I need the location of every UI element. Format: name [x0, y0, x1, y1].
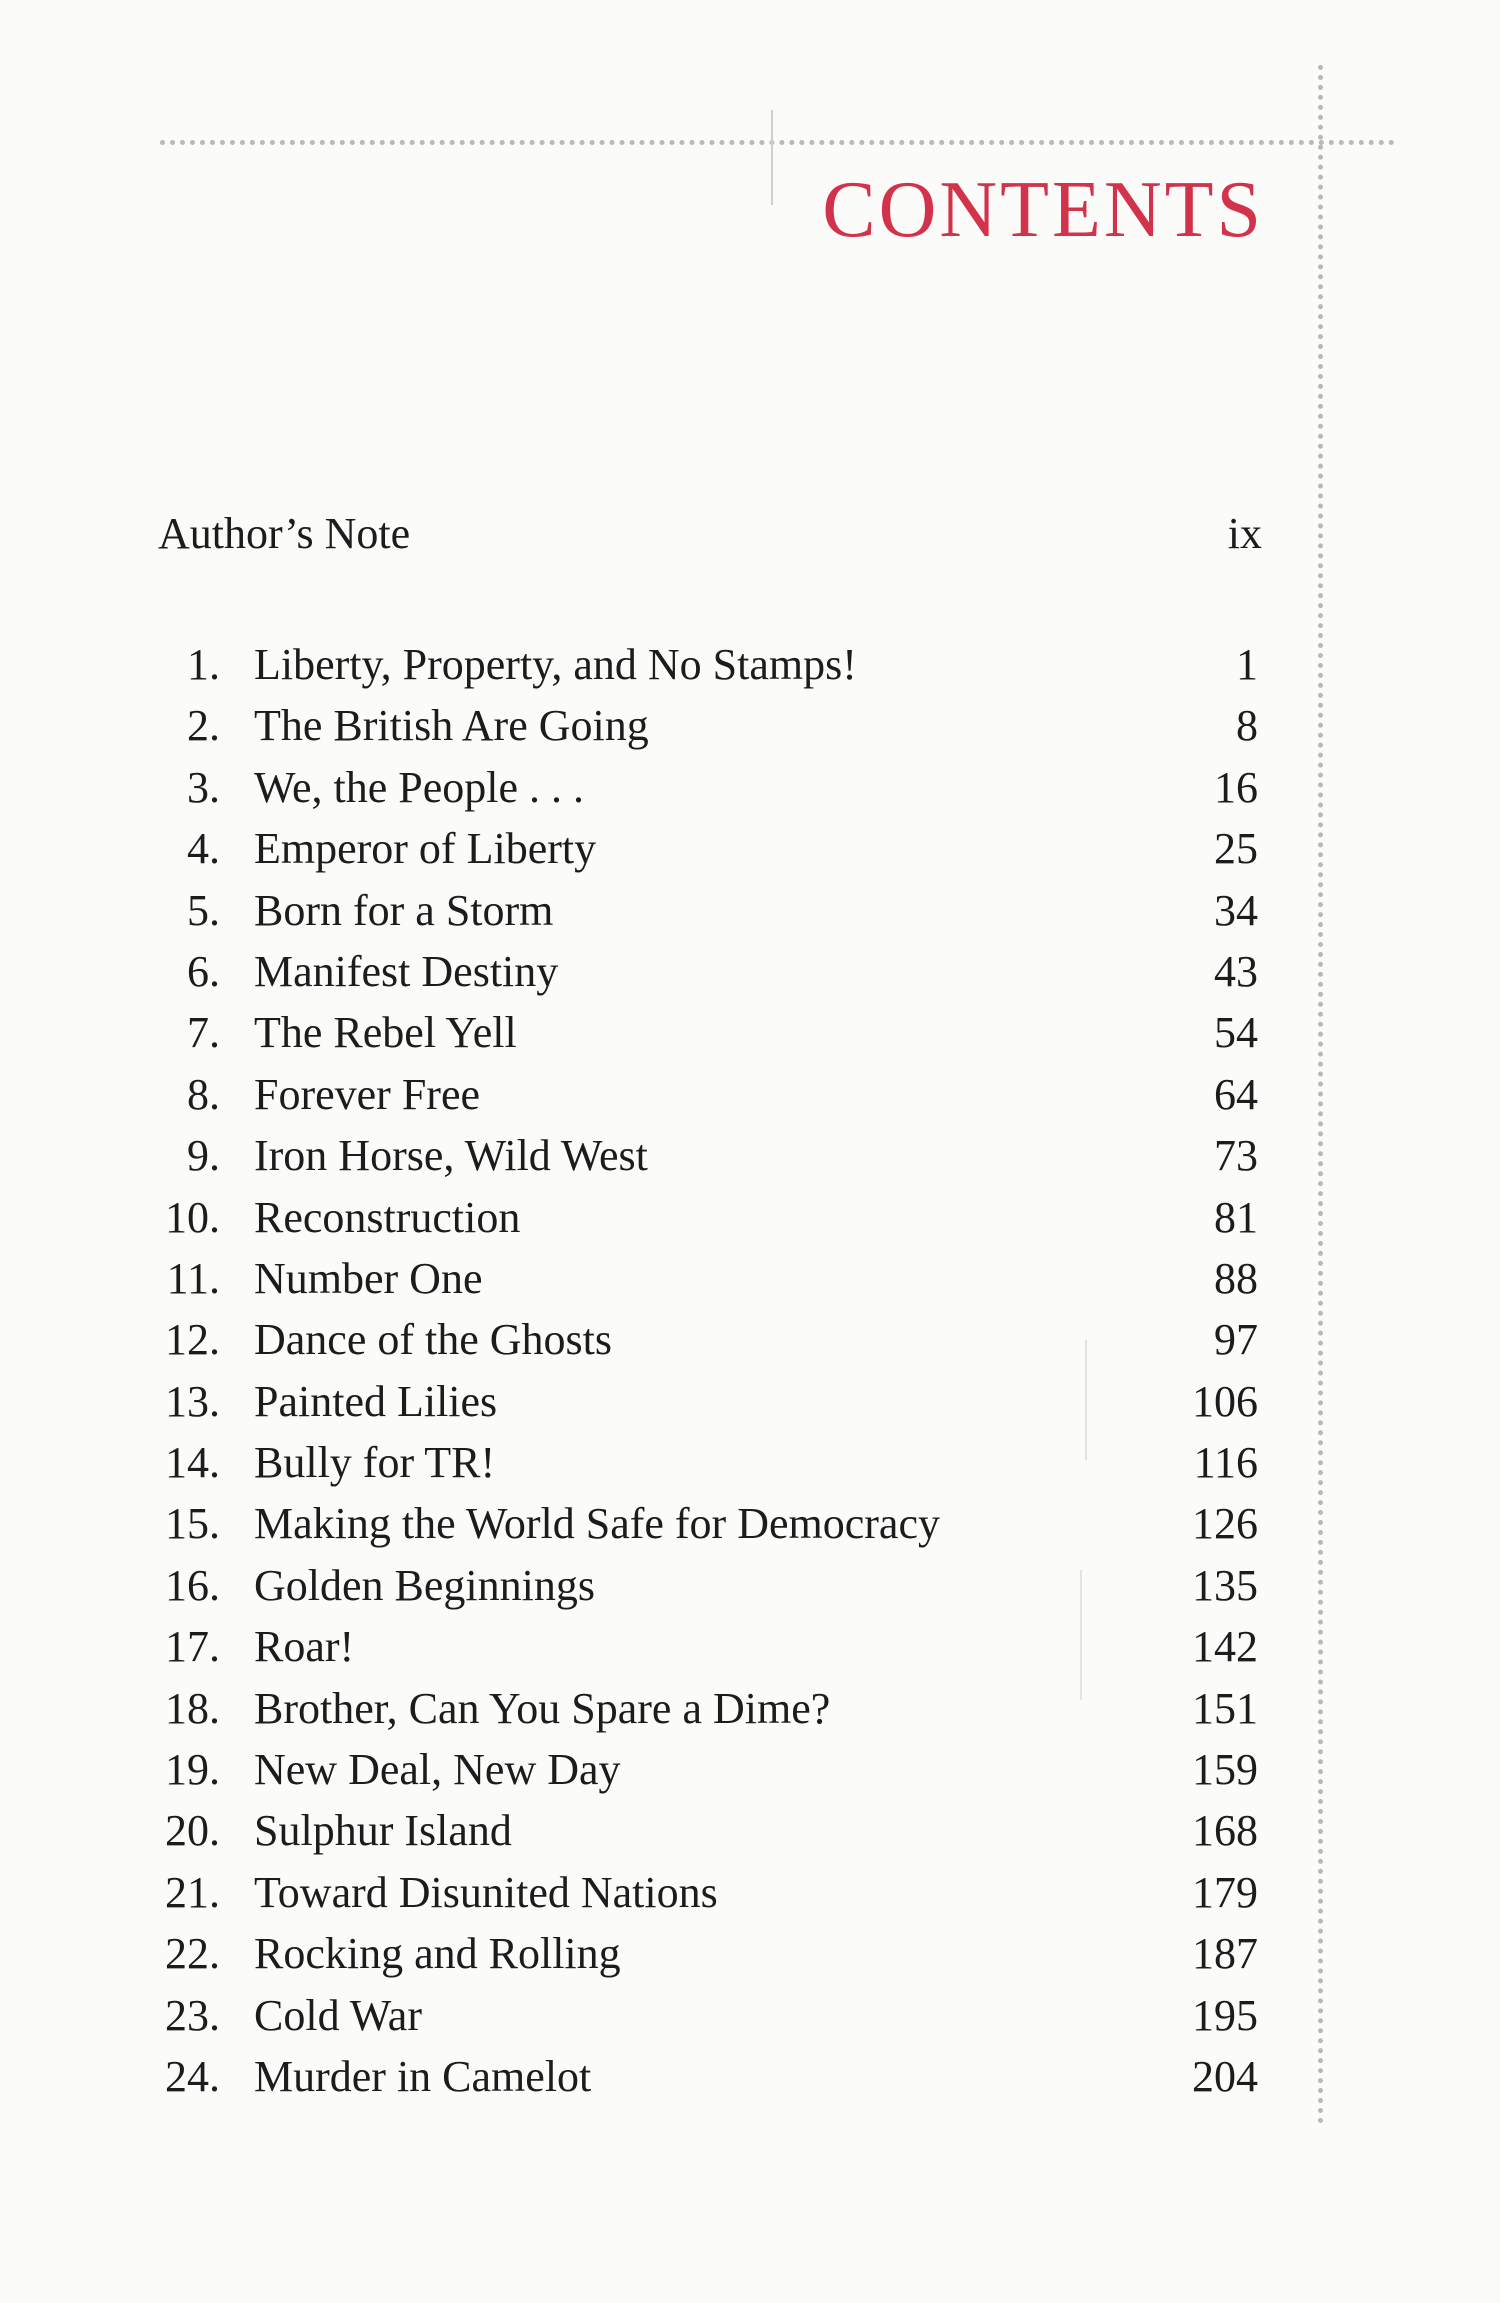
toc-chapter-number: 19. [165, 1745, 220, 1795]
toc-page-number: ix [1227, 509, 1262, 558]
toc-entry[interactable] [150, 1800, 1258, 1861]
dotted-right-border [1318, 65, 1323, 2125]
toc-entry[interactable] [150, 1985, 1258, 2046]
toc-entry-title: Toward Disunited Nations [254, 1867, 718, 1917]
toc-entry-title: Manifest Destiny [254, 946, 559, 996]
toc-chapter-number: 14. [165, 1438, 220, 1488]
toc-page-number: 43 [1214, 946, 1258, 996]
toc-chapter-number: 21. [165, 1867, 220, 1917]
toc-chapter-number: 4. [187, 824, 220, 874]
toc-chapter-number: 2. [187, 701, 220, 751]
toc-page-number: 16 [1214, 762, 1258, 812]
toc-chapter-number: 15. [165, 1499, 220, 1549]
toc-page-number: 8 [1236, 701, 1258, 751]
toc-page-number: 97 [1214, 1315, 1258, 1365]
toc-entry-title: Roar! [254, 1622, 355, 1672]
toc-entry-title: Rocking and Rolling [254, 1929, 621, 1979]
toc-page-number: 73 [1214, 1131, 1258, 1181]
toc-chapter-number: 10. [165, 1192, 220, 1242]
toc-entry-title: Emperor of Liberty [254, 824, 597, 874]
toc-entry[interactable] [150, 818, 1258, 879]
toc-page-number: 151 [1192, 1683, 1258, 1733]
toc-page-number: 195 [1192, 1990, 1258, 2040]
toc-chapter-number: 22. [165, 1929, 220, 1979]
toc-page-number: 204 [1192, 2051, 1258, 2101]
toc-chapter-number: 12. [165, 1315, 220, 1365]
toc-entry[interactable] [150, 1064, 1258, 1125]
toc-entry-title: New Deal, New Day [254, 1745, 621, 1795]
toc-page-number: 25 [1214, 824, 1258, 874]
toc-chapter-number: 17. [165, 1622, 220, 1672]
toc-page-number: 81 [1214, 1192, 1258, 1242]
toc-entry-title: The Rebel Yell [254, 1008, 517, 1058]
toc-authors-note[interactable] [158, 508, 1262, 568]
toc-page-number: 34 [1214, 885, 1258, 935]
toc-chapter-number: 11. [166, 1253, 220, 1303]
toc-entry[interactable] [150, 1309, 1258, 1370]
toc-entry-title: Reconstruction [254, 1192, 521, 1242]
toc-chapter-number: 3. [187, 762, 220, 812]
toc-entry-title: Sulphur Island [254, 1806, 512, 1856]
toc-entry[interactable] [150, 634, 1258, 695]
scan-mark [771, 110, 773, 205]
toc-entry-title: Forever Free [254, 1069, 481, 1119]
toc-entry[interactable] [150, 1923, 1258, 1984]
toc-entry[interactable] [150, 1125, 1258, 1186]
toc-chapter-number: 7. [187, 1008, 220, 1058]
toc-page-number: 1 [1236, 640, 1258, 689]
toc-chapter-number: 23. [165, 1990, 220, 2040]
toc-entry[interactable] [150, 1371, 1258, 1432]
toc-page-number: 135 [1192, 1560, 1258, 1610]
toc-entry-title: Painted Lilies [254, 1376, 498, 1426]
toc-entry-title: Iron Horse, Wild West [254, 1131, 648, 1181]
toc-entry[interactable] [150, 2046, 1258, 2107]
toc-entry[interactable] [150, 1493, 1258, 1554]
toc-chapter-number: 9. [187, 1131, 220, 1181]
toc-page-number: 159 [1192, 1745, 1258, 1795]
toc-chapter-number: 18. [165, 1683, 220, 1733]
toc-page-number: 88 [1214, 1253, 1258, 1303]
toc-chapter-number: 8. [187, 1069, 220, 1119]
toc-entry[interactable] [150, 1432, 1258, 1493]
toc-page-number: 126 [1192, 1499, 1258, 1549]
dotted-top-border [160, 140, 1395, 145]
toc-entry-title: Liberty, Property, and No Stamps! [254, 640, 857, 689]
toc-entry[interactable] [150, 1862, 1258, 1923]
toc-entry-title: Number One [254, 1253, 483, 1303]
toc-chapter-number: 20. [165, 1806, 220, 1856]
toc-chapter-number: 5. [187, 885, 220, 935]
toc-chapter-number: 16. [165, 1560, 220, 1610]
toc-entry-title: Cold War [254, 1990, 422, 2040]
toc-entry[interactable] [150, 1739, 1258, 1800]
toc-page-number: 116 [1193, 1438, 1258, 1488]
toc-entry-title: Bully for TR! [254, 1438, 496, 1488]
toc-entry[interactable] [150, 1555, 1258, 1616]
toc-entry[interactable] [150, 695, 1258, 756]
toc-entry-title: Golden Beginnings [254, 1560, 595, 1610]
toc-chapter-number: 13. [165, 1376, 220, 1426]
toc-entry[interactable] [150, 880, 1258, 941]
table-of-contents [150, 634, 1258, 2107]
toc-entry-title: Murder in Camelot [254, 2051, 592, 2101]
toc-chapter-number: 24. [165, 2051, 220, 2101]
toc-entry-title: Author’s Note [158, 509, 411, 558]
toc-entry[interactable] [150, 1678, 1258, 1739]
page-title: CONTENTS [822, 166, 1264, 254]
toc-page-number: 64 [1214, 1069, 1258, 1119]
toc-page-number: 106 [1192, 1376, 1258, 1426]
toc-entry[interactable] [150, 941, 1258, 1002]
toc-entry[interactable] [150, 1187, 1258, 1248]
toc-entry-title: We, the People . . . [254, 762, 585, 812]
toc-chapter-number: 6. [187, 946, 220, 996]
toc-entry[interactable] [150, 1616, 1258, 1677]
toc-entry[interactable] [150, 1002, 1258, 1063]
toc-entry[interactable] [150, 757, 1258, 818]
toc-entry-title: The British Are Going [254, 701, 649, 751]
toc-page-number: 168 [1192, 1806, 1258, 1856]
toc-entry-title: Dance of the Ghosts [254, 1315, 613, 1365]
toc-chapter-number: 1. [187, 640, 220, 689]
toc-page-number: 142 [1192, 1622, 1258, 1672]
toc-entry-title: Making the World Safe for Democracy [254, 1499, 940, 1549]
toc-entry-title: Born for a Storm [254, 885, 554, 935]
toc-page-number: 187 [1192, 1929, 1258, 1979]
toc-entry-title: Brother, Can You Spare a Dime? [254, 1683, 831, 1733]
toc-page-number: 54 [1214, 1008, 1258, 1058]
toc-page-number: 179 [1192, 1867, 1258, 1917]
toc-entry[interactable] [150, 1248, 1258, 1309]
